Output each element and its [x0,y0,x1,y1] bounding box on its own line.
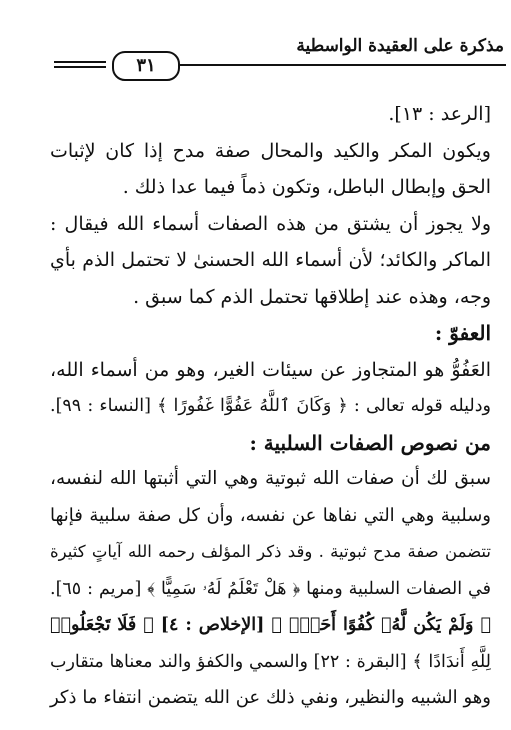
header-rule [151,64,506,66]
header-double-rule-bottom [54,66,106,68]
book-title: مذكرة على العقيدة الواسطية [296,36,504,56]
section-heading: من نصوص الصفات السلبية : [249,430,491,455]
text-line: الماكر والكائد؛ لأن أسماء الله الحسنىٰ لا تحتمل الذم بأي [50,249,491,271]
text-line: ويكون المكر والكيد والمحال صفة مدح إذا كان لإثبات [50,139,491,162]
page-header [36,30,506,76]
page-number: ٣١ [112,51,180,81]
text-line: الحق وإبطال الباطل، وتكون ذماً فيما عدا ذلك . [122,176,491,198]
quran-citation-line: ﴿ وَلَمْ يَكُن لَّهُۥ كُفُوًا أَحَدٌۢ ﴾ [الإخلاص : ٤] ﴿ فَلَا تَجْعَلُوا۟ [50,615,491,635]
text-line: سبق لك أن صفات الله ثبوتية وهي التي أثبتها الله لنفسه، [50,468,491,489]
text-line: وسلبية وهي التي نفاها عن نفسه، وأن كل صفة سلبية فإنها [50,504,491,526]
section-heading: العفوّ : [434,321,491,345]
text-line: وهو الشبيه والنظير، ونفي ذلك عن الله يتضمن انتفاء ما ذكر [50,687,491,708]
header-double-rule-top [54,61,106,63]
text-line: تتضمن صفة مدح ثبوتية . وقد ذكر المؤلف رحمه الله آياتٍ كثيرة [50,542,491,561]
text-line: [الرعد : ١٣]. [388,103,491,125]
quran-citation-line: لِلَّهِ أَندَادًا ﴾ [البقرة : ٢٢] والسمي والكفؤ والند معناها متقارب [50,651,491,672]
quran-citation-line: في الصفات السلبية ومنها ﴿ هَلْ تَعْلَمُ لَهُۥ سَمِيًّا ﴾ [مريم : ٦٥]. [50,578,491,599]
text-line: وجه، وهذه عند إطلاقها تحتمل الذم كما سبق . [133,285,491,308]
text-line: العَفُوُّ هو المتجاوز عن سيئات الغير، وهو من أسماء الله، [50,358,491,381]
text-line: ولا يجوز أن يشتق من هذه الصفات أسماء الله فيقال : [50,212,491,235]
quran-citation-line: ودليله قوله تعالى : ﴿ وَكَانَ ٱللَّهُ عَفُوًّا غَفُورًا ﴾ [النساء : ٩٩]. [50,396,491,416]
page-body [50,96,491,717]
